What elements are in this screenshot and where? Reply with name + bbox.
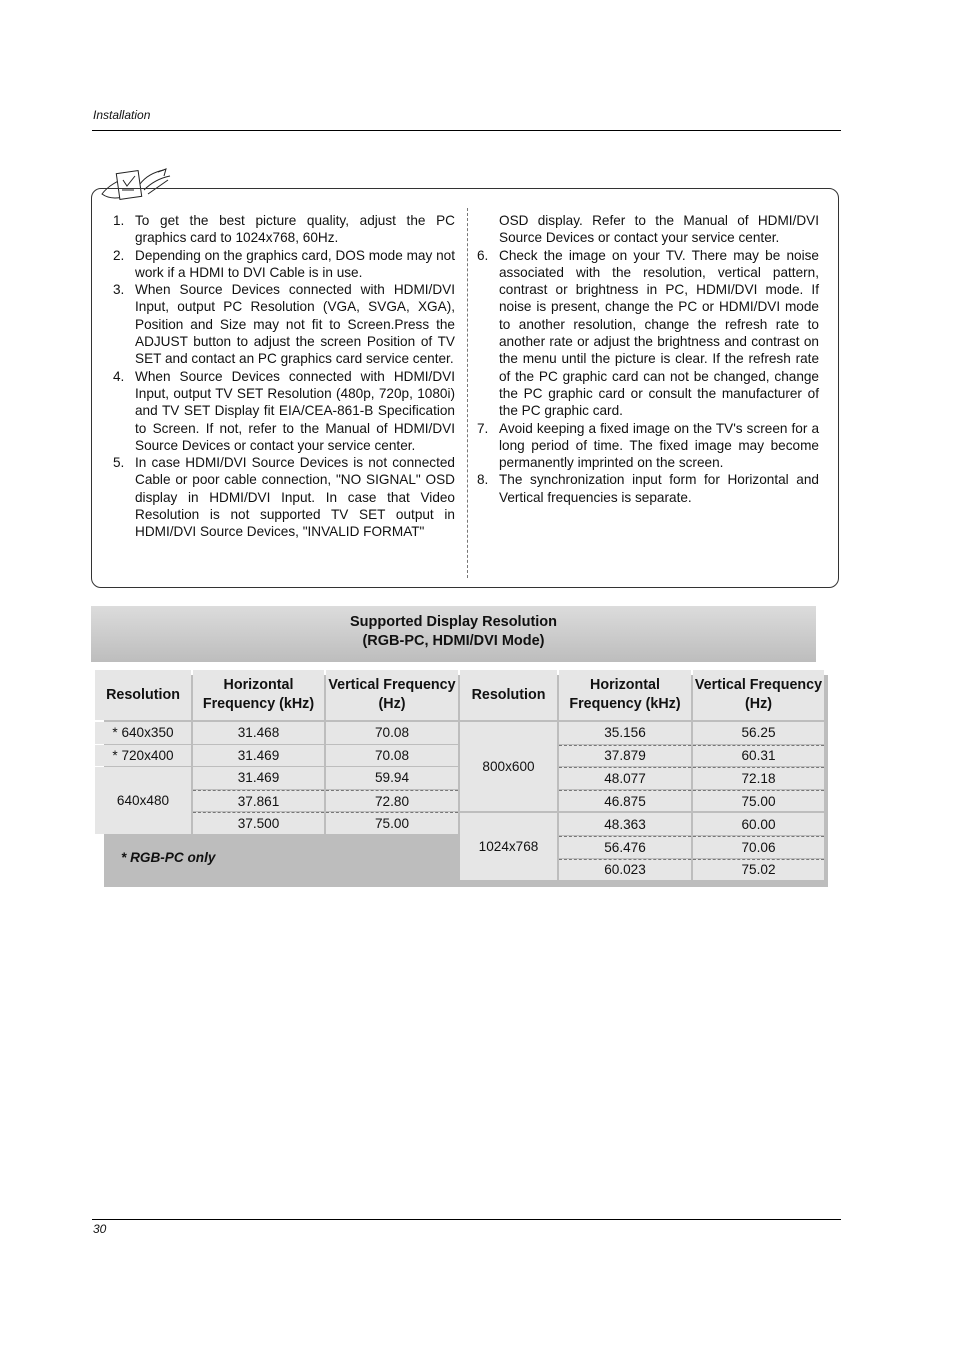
note-item xyxy=(113,368,455,454)
horizontal-frequency-cell: 31.469 xyxy=(193,767,324,789)
horizontal-frequency-cell: 46.875 xyxy=(559,790,691,812)
header-resolution-left: Resolution xyxy=(95,670,191,720)
note-number: 3. xyxy=(113,282,125,298)
note-item xyxy=(113,212,455,247)
resolution-cell: * 640x350 xyxy=(95,722,191,744)
horizontal-frequency-cell: 37.879 xyxy=(559,745,691,767)
note-text: When Source Devices connected with HDMI/DVI Input, output TV SET Resolution (480p, 720p, 1080i) and TV SET Display fit EIA/CEA-861-B Specification to Screen. If not, refer to the Manual of HDMI/DVI Source Devices or contact your service center. xyxy=(135,368,455,453)
note-number: 5. xyxy=(113,455,125,471)
notes-right-column xyxy=(477,212,819,506)
page-number: 30 xyxy=(93,1222,107,1236)
footnote: * RGB-PC only xyxy=(121,850,216,865)
note-text: Avoid keeping a fixed image on the TV's screen for a long period of time. The fixed image may become permanently imprinted on the screen. xyxy=(499,420,819,471)
resolution-cell: * 720x400 xyxy=(95,745,191,767)
header-horizontal-right: Horizontal Frequency (kHz) xyxy=(559,670,691,720)
note-text: The synchronization input form for Horizontal and Vertical frequencies is separate. xyxy=(499,472,819,505)
vertical-frequency-cell: 60.31 xyxy=(693,745,824,767)
note-number: 1. xyxy=(113,213,125,228)
vertical-frequency-cell: 75.00 xyxy=(693,790,824,812)
note-text: To get the best picture quality, adjust the PC graphics card to 1024x768, 60Hz. xyxy=(135,213,455,246)
note-item xyxy=(113,454,455,540)
vertical-frequency-cell: 59.94 xyxy=(326,767,458,789)
vertical-frequency-cell: 70.08 xyxy=(326,722,458,744)
horizontal-frequency-cell: 60.023 xyxy=(559,859,691,881)
horizontal-frequency-cell: 31.468 xyxy=(193,722,324,744)
vertical-frequency-cell: 56.25 xyxy=(693,722,824,744)
notes-left-column xyxy=(113,212,455,541)
note-text: Check the image on your TV. There may be noise associated with the resolution, vertical pattern, contrast or brightness in PC, HDMI/DVI mode. If noise is present, change the PC or HDMI/DVI mode to another resolution, change the refresh rate to another rate or adjust the brightness and contrast on the menu until the picture is clear. If the refresh rate of the PC graphic card can not be changed, change the PC graphic card or consult the manufacturer of the PC graphic card. xyxy=(499,247,819,419)
table-title: Supported Display Resolution xyxy=(349,614,558,630)
note-number: 6. xyxy=(477,247,489,263)
header-vertical-left: Vertical Frequency (Hz) xyxy=(326,670,458,720)
note-item xyxy=(113,281,455,367)
section-header: Installation xyxy=(93,108,151,122)
horizontal-frequency-cell: 48.363 xyxy=(559,813,691,835)
vertical-frequency-cell: 60.00 xyxy=(693,813,824,835)
vertical-frequency-cell: 72.18 xyxy=(693,767,824,789)
note-number: 7. xyxy=(477,420,489,436)
note-number: 4. xyxy=(113,368,125,384)
note-text: Depending on the graphics card, DOS mode may not work if a HDMI to DVI Cable is in use. xyxy=(135,247,455,280)
footer-rule xyxy=(92,1219,841,1220)
note-item xyxy=(477,247,819,420)
resolution-cell: 640x480 xyxy=(95,767,191,834)
note-item xyxy=(113,247,455,282)
note-5-continuation: OSD display. Refer to the Manual of HDMI/DVI Source Devices or contact your service center. xyxy=(499,213,819,246)
notes-column-divider xyxy=(467,208,468,578)
horizontal-frequency-cell: 31.469 xyxy=(193,745,324,767)
vertical-frequency-cell: 75.00 xyxy=(326,812,458,834)
resolution-cell: 1024x768 xyxy=(460,813,557,880)
horizontal-frequency-cell: 48.077 xyxy=(559,767,691,789)
vertical-frequency-cell: 70.06 xyxy=(693,836,824,858)
vertical-frequency-cell: 72.80 xyxy=(326,790,458,812)
resolution-cell: 800x600 xyxy=(460,722,557,811)
table-title-bar xyxy=(91,606,816,662)
note-number: 2. xyxy=(113,247,125,263)
header-horizontal-left: Horizontal Frequency (kHz) xyxy=(193,670,324,720)
table-subtitle: (RGB-PC, HDMI/DVI Mode) xyxy=(362,633,545,649)
horizontal-frequency-cell: 35.156 xyxy=(559,722,691,744)
header-vertical-right: Vertical Frequency (Hz) xyxy=(693,670,824,720)
note-text: When Source Devices connected with HDMI/DVI Input, output PC Resolution (VGA, SVGA, XGA), Position and Size may not fit to Screen.Press the ADJUST button to adjust the screen Position of TV SET and contact an PC graphics card service center. xyxy=(135,282,455,367)
vertical-frequency-cell: 70.08 xyxy=(326,745,458,767)
horizontal-frequency-cell: 56.476 xyxy=(559,836,691,858)
horizontal-frequency-cell: 37.861 xyxy=(193,790,324,812)
note-number: 8. xyxy=(477,472,489,488)
note-item xyxy=(477,420,819,472)
horizontal-frequency-cell: 37.500 xyxy=(193,812,324,834)
header-resolution-right: Resolution xyxy=(460,670,557,720)
note-item xyxy=(477,471,819,506)
vertical-frequency-cell: 75.02 xyxy=(693,859,824,881)
header-rule xyxy=(92,130,841,131)
note-text: In case HDMI/DVI Source Devices is not connected Cable or poor cable connection, "NO SIGNAL" OSD display in HDMI/DVI Input. In case that Video Resolution is not supported TV SET output in HDMI/DVI Source Devices, "INVALID FORMAT" xyxy=(135,455,455,540)
